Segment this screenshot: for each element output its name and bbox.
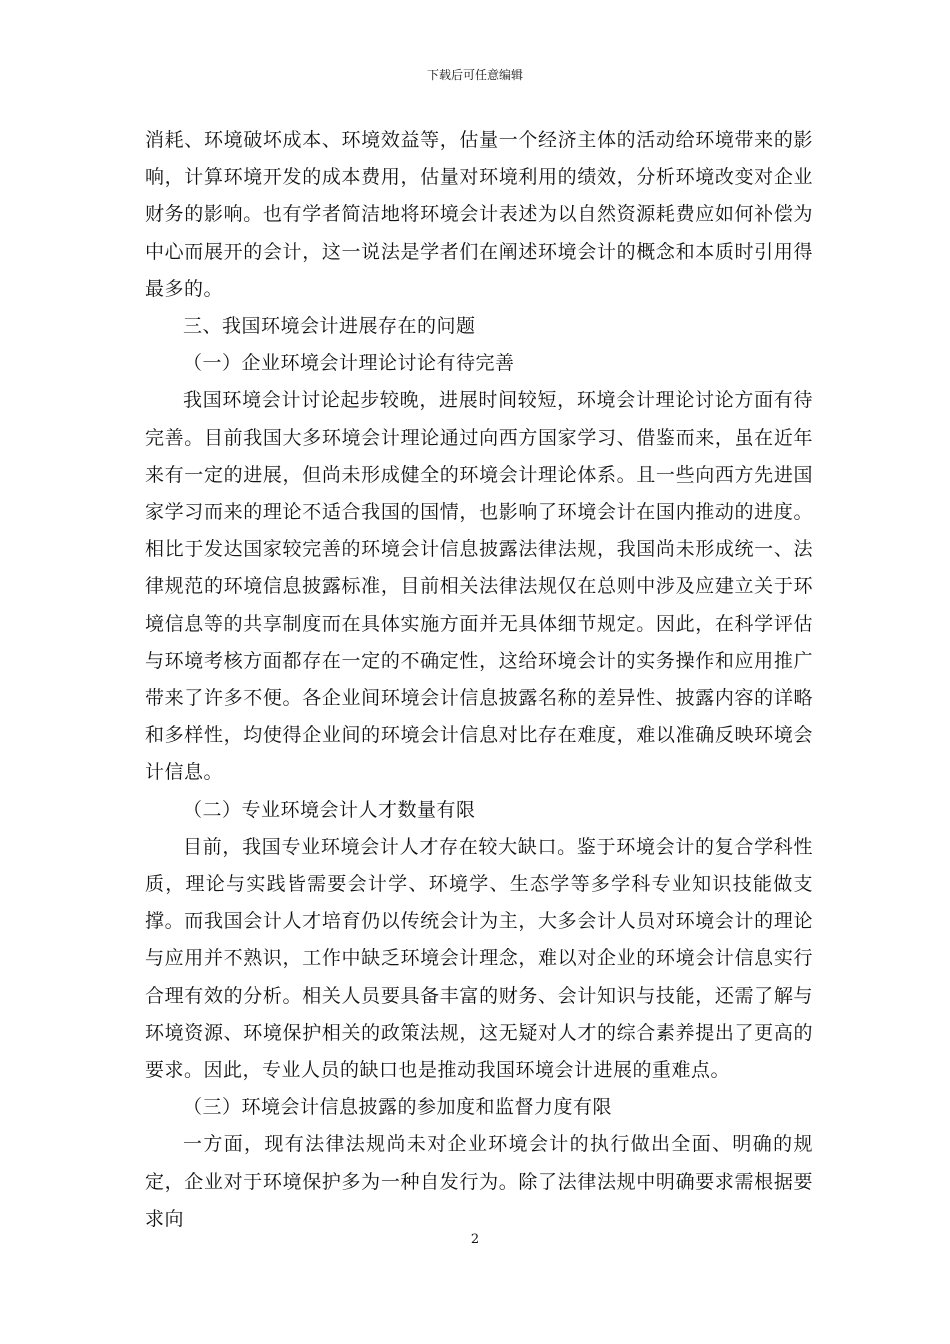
paragraph-disclosure: 一方面，现有法律法规尚未对企业环境会计的执行做出全面、明确的规定，企业对于环境保护多为一种自发行为。除了法律法规中明确要求需根据要求向	[145, 1133, 813, 1230]
page-number: 2	[470, 1232, 480, 1247]
document-body	[145, 122, 813, 1238]
subsection-heading-1: （一）企业环境会计理论讨论有待完善	[183, 352, 515, 375]
paragraph-talent: 目前，我国专业环境会计人才存在较大缺口。鉴于环境会计的复合学科性质，理论与实践皆需要会计学、环境学、生态学等多学科专业知识技能做支撑。而我国会计人才培育仍以传统会计为主，大多会计人员对环境会计的理论与应用并不熟识，工作中缺乏环境会计理念，难以对企业的环境会计信息实行合理有效的分析。相关人员要具备丰富的财务、会计知识与技能，还需了解与环境资源、环境保护相关的政策法规，这无疑对人才的综合素养提出了更高的要求。因此，专业人员的缺口也是推动我国环境会计进展的重难点。	[145, 835, 813, 1082]
subsection-heading-3: （三）环境会计信息披露的参加度和监督力度有限	[183, 1096, 613, 1119]
subsection-heading-2: （二）专业环境会计人才数量有限	[183, 798, 476, 821]
section-heading: 三、我国环境会计进展存在的问题	[183, 315, 476, 338]
paragraph-continuation: 消耗、环境破坏成本、环境效益等，估量一个经济主体的活动给环境带来的影响，计算环境开发的成本费用，估量对环境利用的绩效，分析环境改变对企业财务的影响。也有学者简洁地将环境会计表述为以自然资源耗费应如何补偿为中心而展开的会计，这一说法是学者们在阐述环境会计的概念和本质时引用得最多的。	[145, 129, 813, 300]
paragraph-theory: 我国环境会计讨论起步较晚，进展时间较短，环境会计理论讨论方面有待完善。目前我国大多环境会计理论通过向西方国家学习、借鉴而来，虽在近年来有一定的进展，但尚未形成健全的环境会计理论体系。且一些向西方先进国家学习而来的理论不适合我国的国情，也影响了环境会计在国内推动的进度。相比于发达国家较完善的环境会计信息披露法律法规，我国尚未形成统一、法律规范的环境信息披露标准，目前相关法律法规仅在总则中涉及应建立关于环境信息等的共享制度而在具体实施方面并无具体细节规定。因此，在科学评估与环境考核方面都存在一定的不确定性，这给环境会计的实务操作和应用推广带来了许多不便。各企业间环境会计信息披露名称的差异性、披露内容的详略和多样性，均使得企业间的环境会计信息对比存在难度，难以准确反映环境会计信息。	[145, 389, 813, 784]
page-header: 下载后可任意编辑	[426, 68, 523, 82]
